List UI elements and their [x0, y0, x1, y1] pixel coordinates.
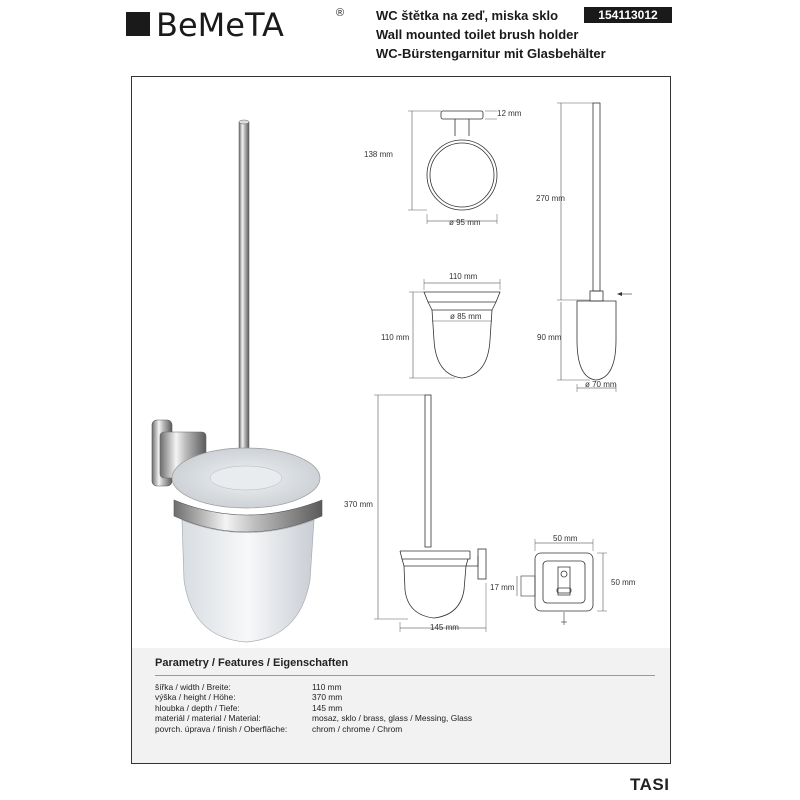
dim-bowl-inner: ø 85 mm	[450, 312, 482, 321]
dim-top-ring-diameter: ø 95 mm	[449, 218, 481, 227]
dim-top-ring-depth: 12 mm	[497, 109, 522, 118]
plate-front-view	[517, 539, 607, 625]
title-de: WC-Bürstengarnitur mit Glasbehälter	[376, 46, 606, 61]
param-row	[155, 703, 472, 713]
brush-side-view	[557, 103, 632, 392]
param-label: šířka / width / Breite:	[155, 682, 231, 692]
brand-name: BeMeTA	[156, 6, 284, 44]
dim-plate-height: 50 mm	[611, 578, 636, 587]
dim-brush-head-height: 90 mm	[537, 333, 562, 342]
dim-top-ring-height: 138 mm	[364, 150, 393, 159]
dim-plate-offset: 17 mm	[490, 583, 515, 592]
assembly-side-view	[374, 395, 486, 632]
title-cz: WC štětka na zeď, miska sklo	[376, 8, 559, 23]
dim-total-height: 370 mm	[344, 500, 373, 509]
title-en: Wall mounted toilet brush holder	[376, 27, 579, 42]
param-label: materiál / material / Material:	[155, 713, 261, 724]
dim-total-depth: 145 mm	[430, 623, 459, 632]
param-label: hloubka / depth / Tiefe:	[155, 702, 240, 713]
parameters-heading: Parametry / Features / Eigenschaften	[155, 657, 349, 669]
model-name: TASI	[630, 775, 670, 794]
product-photo	[152, 120, 322, 642]
dim-bowl-height: 110 mm	[381, 333, 410, 342]
registered-mark: ®	[336, 7, 345, 19]
param-value: 145 mm	[312, 702, 343, 713]
param-row	[155, 682, 472, 692]
param-value: 370 mm	[312, 692, 343, 703]
param-value: chrom / chrome / Chrom	[312, 723, 403, 734]
param-value: 110 mm	[312, 682, 342, 692]
dim-brush-length: 270 mm	[536, 194, 565, 203]
dim-brush-head-diameter: ø 70 mm	[585, 380, 617, 389]
param-row	[155, 692, 472, 702]
param-label: výška / height / Höhe:	[155, 692, 236, 703]
param-row	[155, 724, 472, 734]
param-value: mosaz, sklo / brass, glass / Messing, Glass	[312, 713, 473, 724]
ring-top-view	[408, 111, 497, 224]
param-row	[155, 713, 472, 723]
dim-plate-width: 50 mm	[553, 534, 578, 543]
dim-bowl-width: 110 mm	[449, 272, 478, 281]
parameters-divider	[155, 675, 655, 676]
bowl-front-view	[409, 279, 500, 378]
param-label: povrch. úprava / finish / Oberfläche:	[155, 723, 288, 734]
product-code-badge: 154113012	[584, 7, 672, 23]
parameters-table	[155, 682, 472, 734]
